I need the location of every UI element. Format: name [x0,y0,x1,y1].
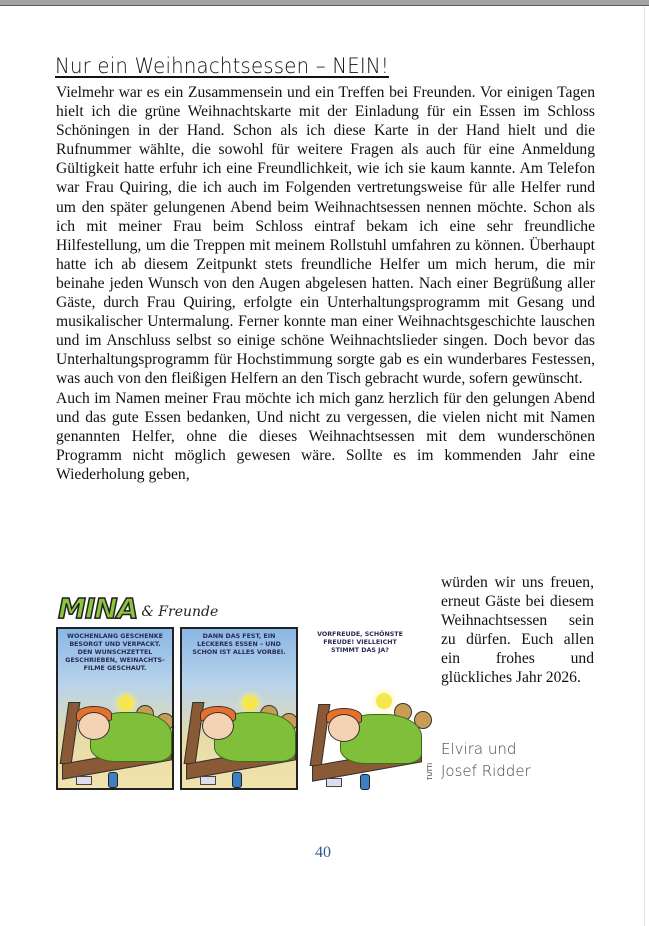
bed-illustration [312,712,422,772]
window-top-bar [0,0,649,6]
comic-logo [58,592,219,625]
sock-icon [232,772,242,788]
lamp-icon [376,693,392,709]
comic-caption-3: VORFREUDE, SCHÖNSTE FREUDE! VIELLEICHT STIMMT DAS JA? [317,631,403,654]
sock-icon [108,772,118,788]
signature-line-1: Elvira und [441,740,517,758]
comic-caption-2: DANN DAS FEST, EIN LECKERES ESSEN – UND SCHON IST ALLES VORBEI. [192,633,286,656]
sock-icon [360,774,370,790]
bed-illustration [186,710,296,770]
closing-text: würden wir uns freuen, erneut Gäste bei diesem Weihnachtsessen sein zu dürfen. Euch allen ein frohes und glückliches Jahr 2026. [441,574,594,687]
comic-panel-3 [304,627,436,790]
article-title: Nur ein Weihnachtsessen – NEIN! [55,54,389,78]
paragraph-1: Vielmehr war es ein Zusammensein und ein Treffen bei Freunden. Vor einigen Tagen hielt ich die grüne Weihnachtskarte mit der Einladung für ein Essen im Schloss Schöningen in der Hand. Schon als ich diese Karte in der Hand hielt und die Rufnummer wählte, die sowohl für weitere Fragen als auch für eine Anmeldung Gültigkeit hatte erfuhr ich eine Freundlichkeit, wie ich sie kaum kannte. Am Telefon war Frau Quiring, die ich auch im Folgenden vertretungsweise für alle Helfer rund um den später gelungenen Abend beim Weihnachtsessen nennen möchte. Schon als ich mit meiner Frau beim Schloss eintraf bekam ich eine sehr freundliche Hilfestellung, um die Treppen mit meinem Rollstuhl umfahren zu können. Überhaupt hatte ich ab diesem Zeitpunkt stets freundliche Helfer um mich herum, die mir beinahe jeden Wunsch von den Augen abgelesen hatten. Nach einer Begrüßung aller Gäste, durch Frau Quiring, erfolgte ein Unterhaltungsprogramm mit Gesang und musikalischer Untermalung. Ferner konnte man einer Weihnachtsgeschichte lauschen und im Anschluss selbst so einige schöne Weihnachtslieder singen. Doch bevor das Unterhaltungsprogramm für Hochstimmung sorgte gab es ein wunderbares Festessen, was auch von den fleißigen Helfern an den Tisch gebracht wurde, sofern gewünscht. [56,84,595,388]
comic-logo-main: MINA [58,592,138,625]
comic-panel-2 [180,627,298,790]
lamp-icon [118,695,134,711]
page-edge-line [644,6,645,926]
comic-logo-sub: & Freunde [141,604,219,620]
book-icon [326,778,342,787]
book-icon [76,776,92,785]
bed-illustration [62,710,172,770]
article-body [56,83,595,484]
comic-caption-1: WOCHENLANG GESCHENKE BESORGT UND VERPACKT. DEN WUNSCHZETTEL GESCHRIEBEN, WEINACHTS-FILME GESCHAUT. [65,633,165,672]
signature [441,738,531,782]
wrapped-text-column [441,573,594,688]
signature-line-2: Josef Ridder [441,762,531,780]
artist-signature: TUTTI [427,762,434,780]
comic-panel-1 [56,627,174,790]
page-number: 40 [315,844,331,861]
lamp-icon [242,695,258,711]
book-icon [200,776,216,785]
comic-strip [56,592,438,793]
paragraph-2: Auch im Namen meiner Frau möchte ich mich ganz herzlich für den gelungen Abend und das gute Essen bedanken, Und nicht zu vergessen, die vielen nicht mit Namen genannten Helfer, ohne die dieses Weihnachtsessen mit dem wunderschönen Programm nicht möglich gewesen wäre. Sollte es im kommenden Jahr eine Wiederholung geben, [56,389,595,483]
